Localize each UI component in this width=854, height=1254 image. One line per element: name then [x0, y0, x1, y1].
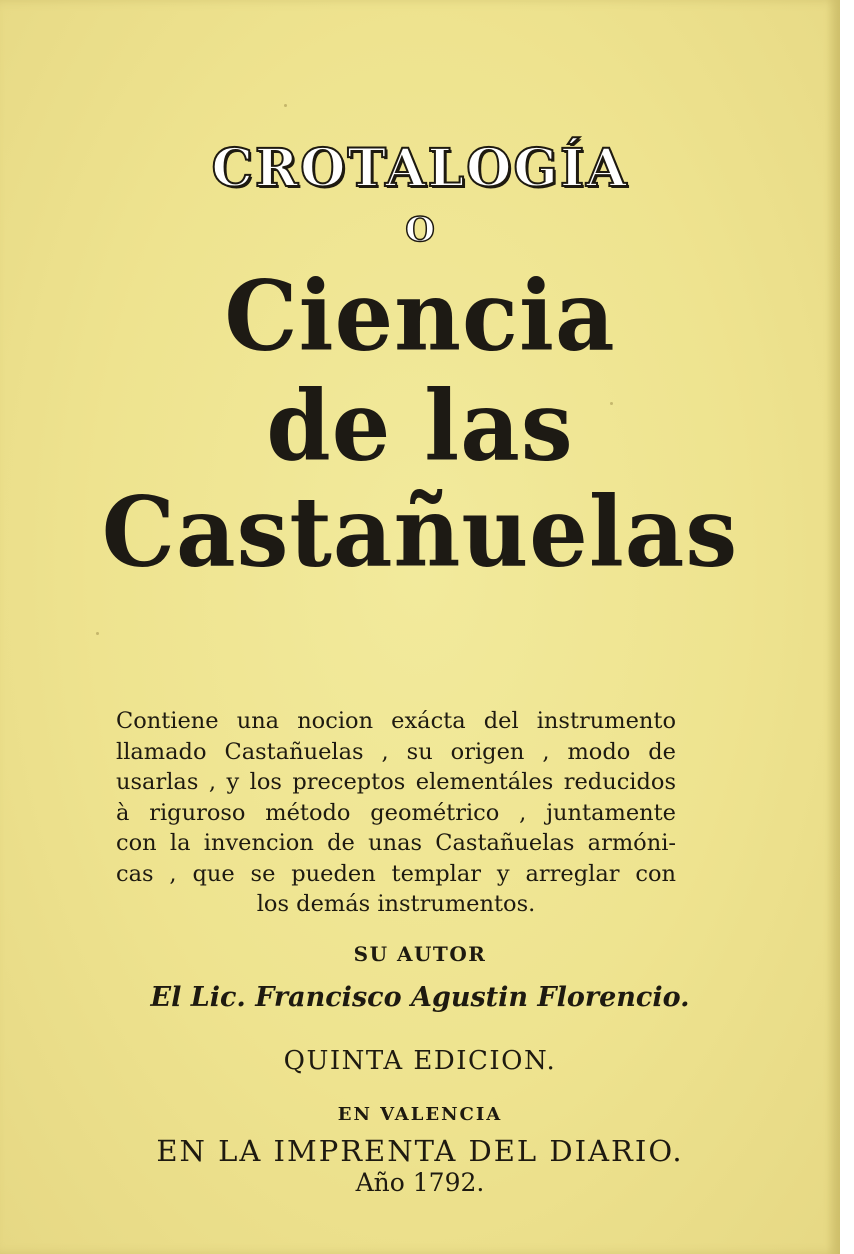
paper-speck: [284, 104, 287, 107]
description-line: con la invencion de unas Castañuelas armóni-: [116, 830, 676, 856]
title-gothic-line-3: Castañuelas: [101, 475, 739, 589]
publication-place: EN VALENCIA: [337, 1104, 503, 1125]
author-heading: SU AUTOR: [353, 942, 487, 966]
description-line: à riguroso método geométrico , juntamente: [116, 799, 676, 826]
title-conjunction: O: [405, 210, 435, 250]
title-gothic-line-2: de las: [266, 369, 574, 483]
description-line: los demás instrumentos.: [256, 891, 536, 917]
title-gothic-line-1: Ciencia: [224, 259, 616, 373]
title-crotalogia: CROTALOGÍA: [211, 138, 629, 199]
publication-year: Año 1792.: [355, 1168, 485, 1197]
edition: QUINTA EDICION.: [283, 1046, 557, 1076]
description-line: cas , que se pueden templar y arreglar con: [116, 860, 676, 887]
description-line: usarlas , y los preceptos elementáles reducidos: [116, 769, 676, 795]
paper-speck: [96, 632, 99, 635]
description-line: llamado Castañuelas , su origen , modo de: [116, 738, 676, 765]
author-name: El Lic. Francisco Agustin Florencio.: [150, 982, 690, 1013]
description-line: Contiene una nocion exácta del instrumento: [116, 708, 676, 734]
description-paragraph: [116, 706, 676, 920]
printer: EN LA IMPRENTA DEL DIARIO.: [156, 1134, 684, 1168]
